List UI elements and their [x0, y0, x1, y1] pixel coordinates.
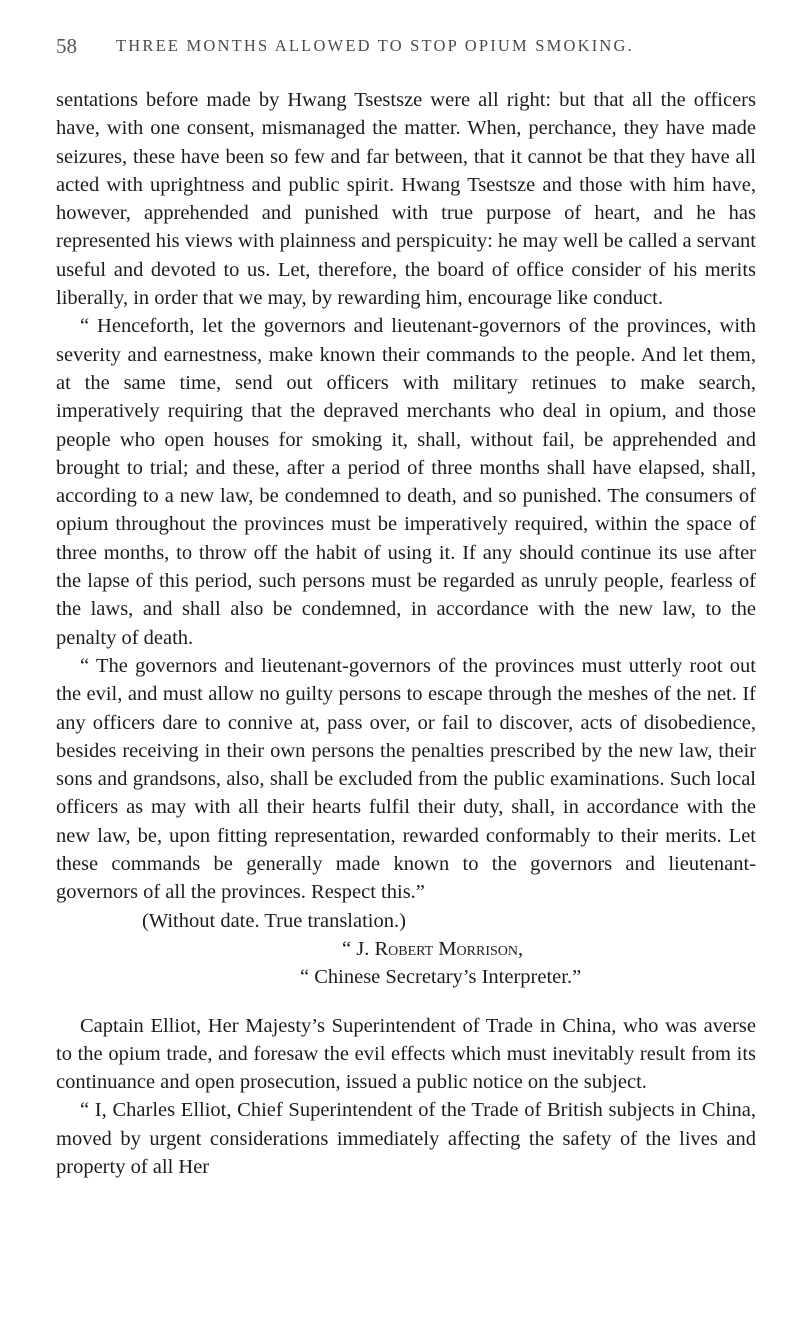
dateline: (Without date. True translation.)	[142, 909, 406, 932]
book-page	[56, 34, 756, 1181]
signature-name: “ J. Robert Morrison,	[342, 937, 524, 960]
running-head	[56, 34, 756, 64]
paragraph-charles-elliot: “ I, Charles Elliot, Chief Superintendent of the Trade of British subjects in China, moved by urgent considerations immediately affecting the safety of the lives and property of all Her	[56, 1099, 756, 1178]
paragraph-continuation: sentations before made by Hwang Tsestsze were all right: but that all the officers have, with one consent, mismanaged the matter. When, perchance, they have made seizures, these have been so few and far between, that it cannot be that they have all acted with uprightness and public spirit. Hwang Tsestsze and those with him have, however, apprehended and punished with true purpose of heart, and he has represented his views with plainness and perspicuity: he may well be called a servant useful and devoted to us. Let, therefore, the board of office consider of his merits liberally, in order that we may, by rewarding him, encourage like conduct.	[56, 89, 756, 310]
paragraph-governors: “ The governors and lieutenant-governors of the provinces must utterly root out the evil, and must allow no guilty persons to escape through the meshes of the net. If any officers dare to connive at, pass over, or fail to discover, acts of disobedience, besides receiving in their own persons the penalties prescribed by the new law, their sons and grandsons, also, shall be excluded from the public examinations. Such local officers as may with all their hearts fulfil their duty, shall, in accordance with the new law, be, upon fitting representation, rewarded conformably to their merits. Let these commands be generally made known to the governors and lieutenant-governors of all the provinces. Respect this.”	[56, 654, 756, 904]
signature-title: “ Chinese Secretary’s Interpreter.”	[300, 966, 582, 989]
page-number: 58	[56, 34, 77, 58]
paragraph-henceforth: “ Henceforth, let the governors and lieutenant-governors of the provinces, with severity and earnestness, make known their commands to the people. And let them, at the same time, send out officers with military retinues to make search, imperatively requiring that the depraved merchants who deal in opium, and those people who open houses for smoking it, shall, without fail, be apprehended and brought to trial; and these, after a period of three months shall have elapsed, shall, according to a new law, be condemned to death, and so punished. The consumers of opium throughout the provinces must be imperatively required, within the space of three months, to throw off the habit of using it. If any should continue its use after the lapse of this period, such persons must be regarded as unruly people, fearless of the laws, and shall also be condemned, in accordance with the new law, to the penalty of death.	[56, 315, 756, 649]
running-title: THREE MONTHS ALLOWED TO STOP OPIUM SMOKING.	[116, 36, 634, 55]
body-text	[56, 86, 756, 1181]
paragraph-captain-elliot: Captain Elliot, Her Majesty’s Superintendent of Trade in China, who was averse to the opium trade, and foresaw the evil effects which must inevitably result from its continuance and open prosecution, issued a public notice on the subject.	[56, 1014, 756, 1094]
